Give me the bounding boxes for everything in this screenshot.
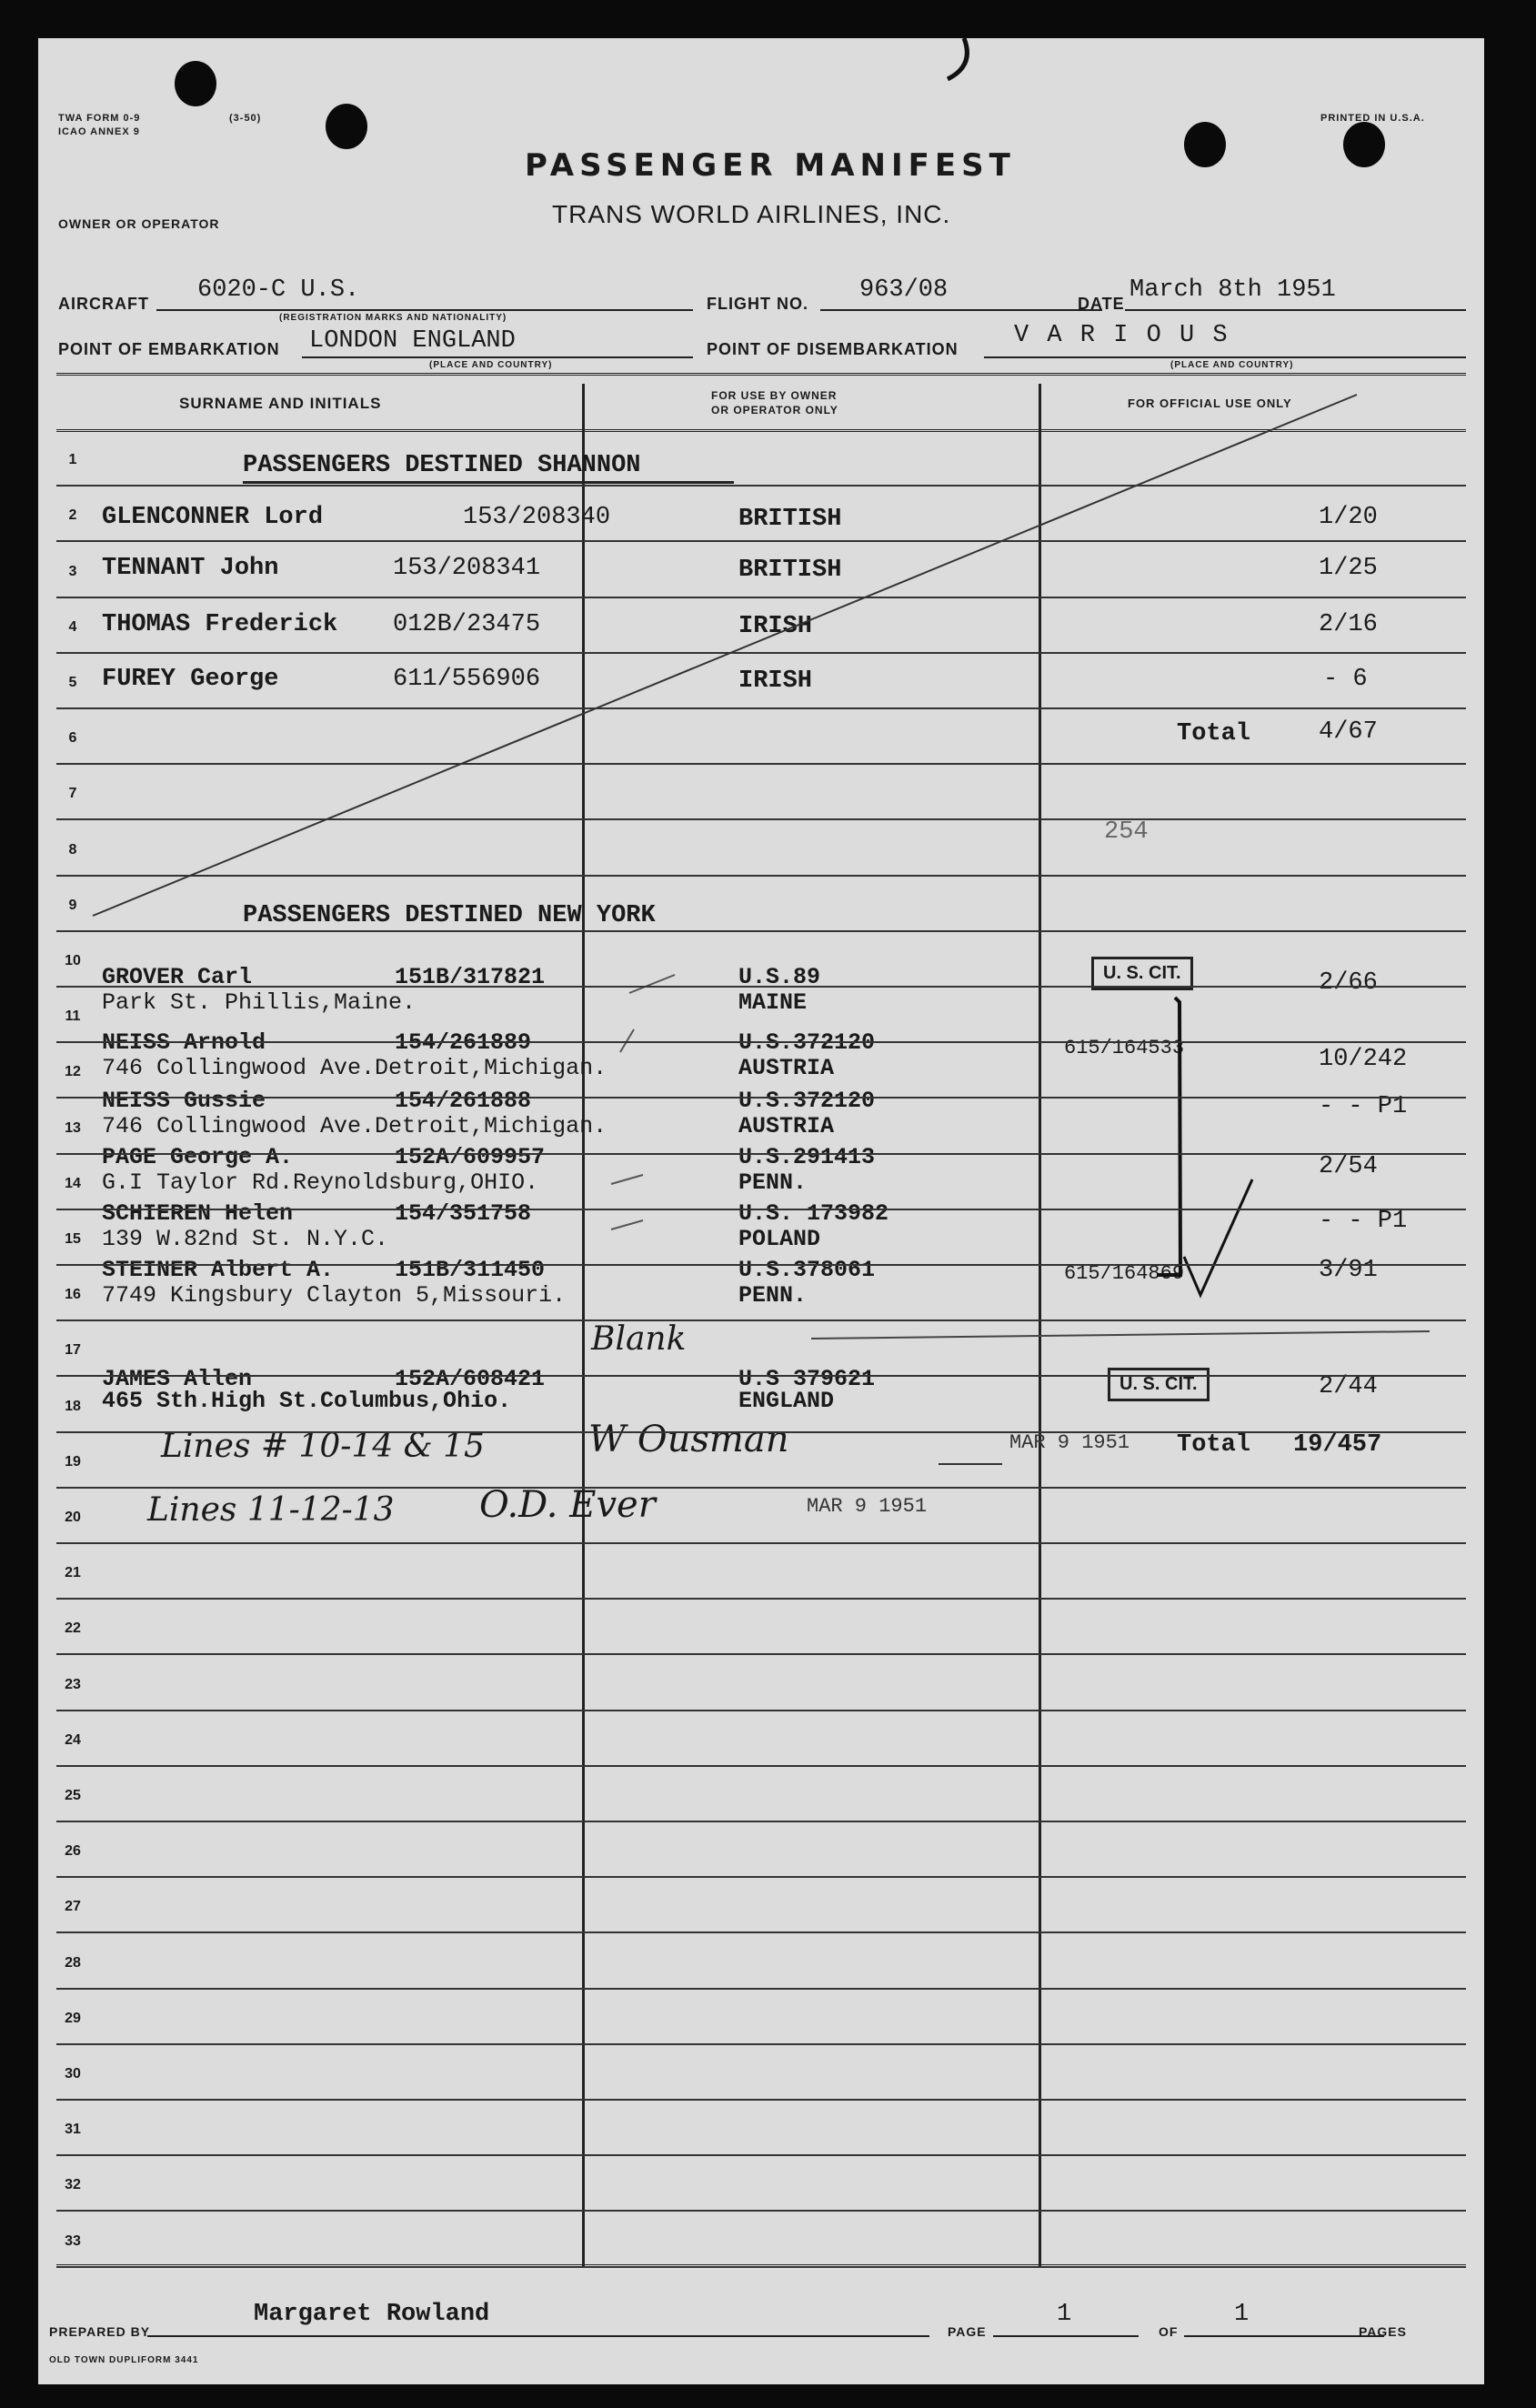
prepared-value: Margaret Rowland: [254, 2301, 490, 2328]
form-number: TWA FORM 0-9: [58, 113, 141, 124]
passenger-name: GLENCONNER Lord: [102, 504, 324, 531]
nationality: IRISH: [738, 667, 813, 695]
row-divider: [56, 1876, 1466, 1878]
line-number: 13: [65, 1120, 81, 1136]
line-number: 14: [65, 1176, 81, 1191]
row-divider: [56, 1041, 1466, 1043]
row-divider: [56, 1765, 1466, 1767]
line-number: 32: [65, 2177, 81, 2192]
line-number: 29: [65, 2011, 81, 2026]
of-value: 1: [1234, 2301, 1250, 2328]
row-divider: [56, 1209, 1466, 1210]
passenger-name: JAMES Allen: [102, 1366, 253, 1392]
nationality: BRITISH: [738, 557, 842, 584]
line-number: 22: [65, 1620, 81, 1636]
nationality: BRITISH: [738, 506, 842, 533]
line-number: 33: [65, 2233, 81, 2249]
line-number: 5: [68, 675, 77, 690]
nationality: IRISH: [738, 613, 813, 640]
row-divider: [56, 1542, 1466, 1544]
row-divider: [56, 2154, 1466, 2156]
passenger-name: SCHIEREN Helen: [102, 1200, 294, 1227]
page-underline: [993, 2335, 1139, 2337]
us-cit-stamp: U. S. CIT.: [1108, 1368, 1210, 1401]
official-code: 1/25: [1319, 555, 1378, 582]
disembarkation-note: (PLACE AND COUNTRY): [1170, 360, 1294, 370]
total-label: Total: [1177, 720, 1251, 747]
nationality: U.S.89: [738, 964, 821, 990]
official-code: 10/242: [1319, 1046, 1408, 1073]
row-divider: [56, 1097, 1466, 1099]
date-stamp: MAR 9 1951: [1009, 1431, 1130, 1454]
pages-label: PAGES: [1359, 2324, 1407, 2339]
handwritten-signature: O.D. Ever: [479, 1484, 656, 1526]
column-header-owner-1: FOR USE BY OWNER: [711, 389, 838, 402]
date-stamp: MAR 9 1951: [807, 1495, 928, 1518]
aircraft-label: AIRCRAFT: [58, 295, 149, 313]
line-number: 19: [65, 1454, 81, 1470]
passenger-name: FUREY George: [102, 666, 279, 693]
row-divider: [56, 1319, 1466, 1321]
line-number: 9: [68, 898, 77, 913]
prepared-label: PREPARED BY: [49, 2324, 151, 2339]
line-number: 28: [65, 1955, 81, 1971]
nationality-origin: PENN.: [738, 1169, 808, 1196]
form-annex: ICAO ANNEX 9: [58, 126, 140, 137]
total-value: 19/457: [1293, 1431, 1382, 1459]
section-shannon: PASSENGERS DESTINED SHANNON: [243, 452, 641, 479]
manifest-page: [38, 38, 1484, 2384]
line-number: 30: [65, 2066, 81, 2082]
passenger-name: PAGE George A.: [102, 1144, 294, 1170]
total-value: 4/67: [1319, 718, 1378, 746]
handwritten-note: Lines 11-12-13: [147, 1491, 395, 1529]
of-underline: [1184, 2335, 1384, 2337]
passenger-name: THOMAS Frederick: [102, 611, 338, 638]
row-divider: [56, 2043, 1466, 2045]
line-number: 7: [68, 786, 77, 801]
line-number: 20: [65, 1510, 81, 1525]
printed-note: PRINTED IN U.S.A.: [1320, 113, 1425, 124]
disembarkation-label: POINT OF DISEMBARKATION: [707, 340, 959, 358]
ticket-number: 012B/23475: [393, 611, 541, 638]
row-divider: [56, 2266, 1466, 2268]
line-number: 11: [65, 1008, 81, 1024]
embarkation-label: POINT OF EMBARKATION: [58, 340, 280, 358]
ticket-number: 152A/609957: [395, 1144, 546, 1170]
date-value: March 8th 1951: [1129, 276, 1336, 304]
official-code: - - P1: [1319, 1093, 1408, 1120]
row-divider: [56, 763, 1466, 765]
line-number: 23: [65, 1677, 81, 1692]
nationality-origin: POLAND: [738, 1226, 821, 1252]
pen-strokes: [38, 38, 1484, 2384]
line-number: 12: [65, 1064, 81, 1079]
official-code: 2/44: [1319, 1373, 1378, 1400]
page-label: PAGE: [948, 2324, 987, 2339]
row-divider: [56, 818, 1466, 820]
row-divider: [56, 1931, 1466, 1933]
form-date: (3-50): [229, 113, 262, 124]
column-header-surname: SURNAME AND INITIALS: [179, 395, 382, 412]
airline-name: TRANS WORLD AIRLINES, INC.: [552, 200, 951, 228]
passenger-address: G.I Taylor Rd.Reynoldsburg,OHIO.: [102, 1169, 539, 1196]
line-number: 1: [68, 452, 77, 467]
section-newyork: PASSENGERS DESTINED NEW YORK: [243, 902, 656, 929]
row-divider: [56, 875, 1466, 877]
handwritten-signature: W Ousman: [588, 1419, 789, 1460]
nationality: U.S.291413: [738, 1144, 876, 1170]
line-number: 26: [65, 1843, 81, 1859]
registration-note: (REGISTRATION MARKS AND NATIONALITY): [279, 313, 507, 323]
line-number: 27: [65, 1899, 81, 1914]
nationality: U.S 379621: [738, 1366, 876, 1392]
nationality-origin: ENGLAND: [738, 1388, 835, 1414]
line-number: 18: [65, 1399, 81, 1414]
row-divider: [56, 1431, 1466, 1433]
line-number: 31: [65, 2122, 81, 2137]
ticket-number: 154/261889: [395, 1029, 532, 1056]
page-title: PASSENGER MANIFEST: [525, 147, 1016, 184]
row-divider: [56, 1653, 1466, 1655]
flight-value: 963/08: [859, 276, 949, 304]
row-divider: [56, 1988, 1466, 1990]
row-divider: [56, 1598, 1466, 1600]
passenger-address: 139 W.82nd St. N.Y.C.: [102, 1226, 389, 1252]
disembarkation-value: V A R I O U S: [1014, 322, 1230, 349]
passenger-address: 7749 Kingsbury Clayton 5,Missouri.: [102, 1282, 567, 1309]
printer-note: OLD TOWN DUPLIFORM 3441: [49, 2355, 199, 2365]
prepared-underline: [147, 2335, 929, 2337]
ticket-number: 154/351758: [395, 1200, 532, 1227]
nationality: U.S.378061: [738, 1257, 876, 1283]
line-number: 4: [68, 619, 77, 635]
official-code: - - P1: [1319, 1208, 1408, 1235]
line-number: 17: [65, 1342, 81, 1358]
row-divider: [56, 1821, 1466, 1822]
row-divider: [56, 2099, 1466, 2101]
total-label: Total: [1177, 1431, 1251, 1459]
row-divider: [56, 707, 1466, 709]
of-label: OF: [1159, 2324, 1179, 2339]
nationality: U.S. 173982: [738, 1200, 889, 1227]
row-divider: [56, 540, 1466, 542]
line-number: 3: [68, 564, 77, 579]
official-code: 1/20: [1319, 504, 1378, 531]
official-code: 2/54: [1319, 1153, 1378, 1180]
row-divider: [56, 1264, 1466, 1266]
official-code: 2/66: [1319, 969, 1378, 997]
line-number: 6: [68, 730, 77, 746]
official-code: - 6: [1323, 666, 1368, 693]
us-cit-stamp: U. S. CIT.: [1091, 957, 1193, 990]
ticket-number: 151B/311450: [395, 1257, 546, 1283]
nationality: U.S.372120: [738, 1029, 876, 1056]
row-divider: [56, 986, 1466, 988]
owner-label: OWNER OR OPERATOR: [58, 216, 220, 231]
line-number: 16: [65, 1287, 81, 1302]
row-divider: [56, 930, 1466, 932]
official-code: 3/91: [1319, 1257, 1378, 1284]
ticket-number: 154/261888: [395, 1088, 532, 1114]
column-header-owner-2: OR OPERATOR ONLY: [711, 404, 838, 416]
nationality-origin: AUSTRIA: [738, 1055, 835, 1081]
official-code: 2/16: [1319, 611, 1378, 638]
official-note: 615/164869: [1064, 1262, 1185, 1285]
ticket-number: 153/208340: [463, 504, 611, 531]
nationality-origin: MAINE: [738, 989, 808, 1016]
row-divider: [56, 485, 1466, 487]
official-note: 615/164533: [1064, 1037, 1185, 1059]
line-number: 2: [68, 507, 77, 523]
line-number: 25: [65, 1788, 81, 1803]
ticket-number: 151B/317821: [395, 964, 546, 990]
passenger-name: STEINER Albert A.: [102, 1257, 335, 1283]
row-divider: [56, 2210, 1466, 2212]
page-value: 1: [1057, 2301, 1072, 2328]
ticket-number: 152A/608421: [395, 1366, 546, 1392]
passenger-name: NEISS Gussie: [102, 1088, 266, 1114]
aircraft-value: 6020-C U.S.: [197, 276, 360, 304]
flight-label: FLIGHT NO.: [707, 295, 808, 313]
row-divider: [56, 1375, 1466, 1377]
row-divider: [56, 1487, 1466, 1489]
passenger-address: 746 Collingwood Ave.Detroit,Michigan.: [102, 1113, 607, 1139]
handwritten-blank: Blank: [591, 1320, 687, 1358]
nationality-origin: PENN.: [738, 1282, 808, 1309]
nationality: U.S.372120: [738, 1088, 876, 1114]
passenger-address: 465 Sth.High St.Columbus,Ohio.: [102, 1388, 512, 1414]
passenger-address: Park St. Phillis,Maine.: [102, 989, 417, 1016]
line-number: 21: [65, 1565, 81, 1580]
handwritten-note: Lines # 10-14 & 15: [161, 1428, 485, 1465]
row-divider: [56, 652, 1466, 654]
embarkation-note: (PLACE AND COUNTRY): [429, 360, 553, 370]
ticket-number: 153/208341: [393, 555, 541, 582]
row-divider: [56, 597, 1466, 598]
passenger-address: 746 Collingwood Ave.Detroit,Michigan.: [102, 1055, 607, 1081]
line-number: 10: [65, 953, 81, 968]
stamped-number: 254: [1104, 818, 1149, 846]
nationality-origin: AUSTRIA: [738, 1113, 835, 1139]
passenger-name: NEISS Arnold: [102, 1029, 266, 1056]
passenger-name: TENNANT John: [102, 555, 279, 582]
row-divider: [56, 1710, 1466, 1711]
embarkation-value: LONDON ENGLAND: [309, 327, 516, 355]
line-number: 24: [65, 1732, 81, 1748]
row-divider: [56, 1153, 1466, 1155]
line-number: 8: [68, 842, 77, 858]
date-label: DATE: [1078, 295, 1125, 313]
column-header-official: FOR OFFICIAL USE ONLY: [1128, 396, 1292, 410]
line-number: 15: [65, 1231, 81, 1247]
ticket-number: 611/556906: [393, 666, 541, 693]
passenger-name: GROVER Carl: [102, 964, 253, 990]
